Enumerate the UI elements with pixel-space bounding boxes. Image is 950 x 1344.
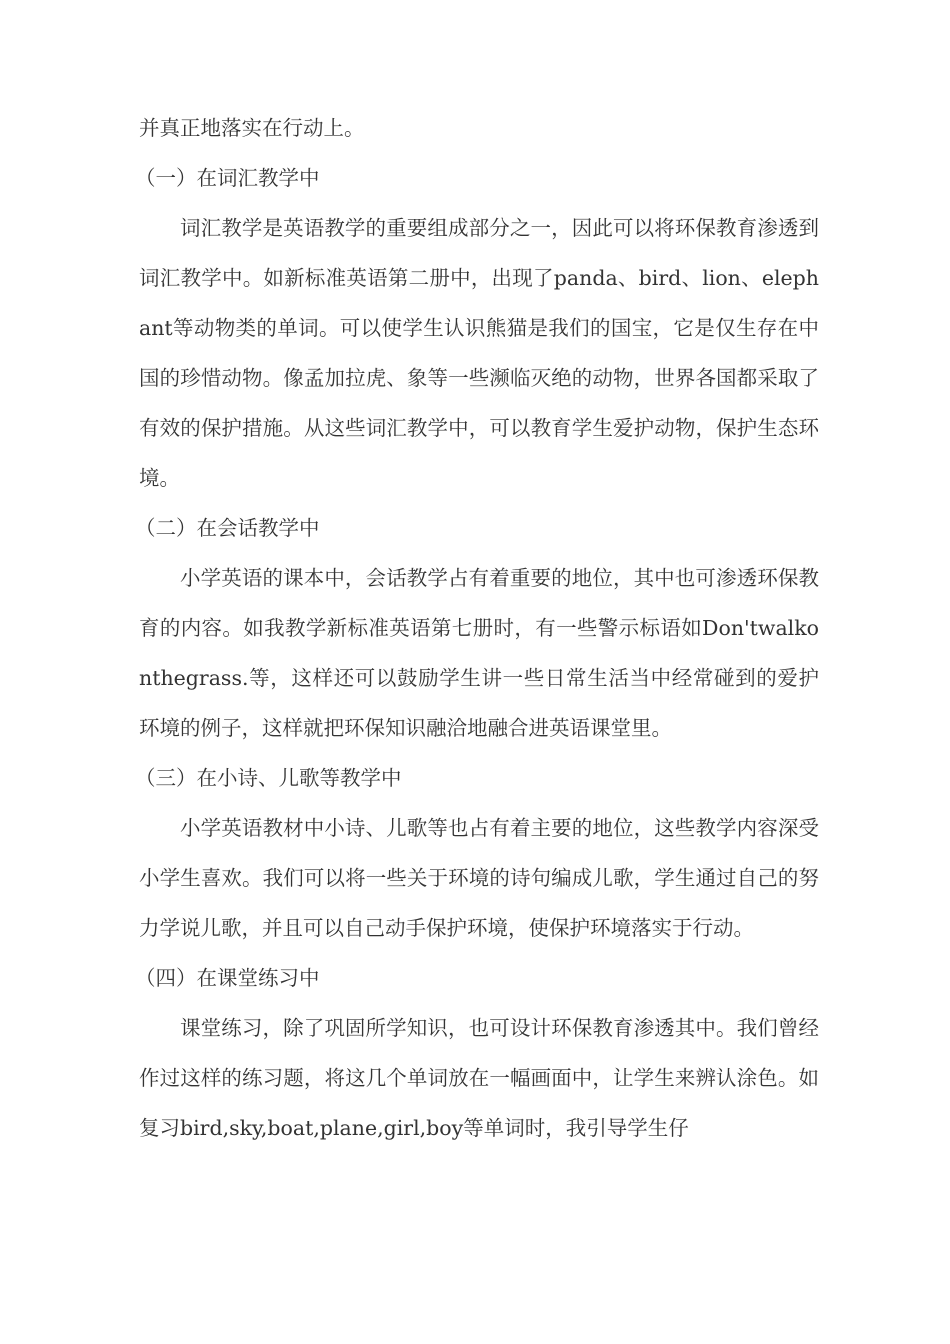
paragraph-exercises: 课堂练习，除了巩固所学知识，也可设计环保教育渗透其中。我们曾经作过这样的练习题，将这几个单词放在一幅画面中，让学生来辨认涂色。如复习bird,sky,boat,plane,girl,boy等单词时，我引导学生仔 bbox=[139, 1016, 819, 1140]
section-heading-exercises: （四）在课堂练习中 bbox=[135, 966, 320, 990]
section-heading-poems: （三）在小诗、儿歌等教学中 bbox=[135, 766, 402, 790]
section-heading-conversation: （二）在会话教学中 bbox=[135, 516, 320, 540]
section-heading-vocabulary: （一）在词汇教学中 bbox=[135, 166, 320, 190]
document-body bbox=[135, 103, 819, 1153]
paragraph-vocabulary: 词汇教学是英语教学的重要组成部分之一，因此可以将环保教育渗透到词汇教学中。如新标准英语第二册中，出现了panda、bird、lion、elephant等动物类的单词。可以使学生认识熊猫是我们的国宝，它是仅生存在中国的珍惜动物。像孟加拉虎、象等一些濒临灭绝的动物，世界各国都采取了有效的保护措施。从这些词汇教学中，可以教育学生爱护动物，保护生态环境。 bbox=[139, 216, 819, 490]
paragraph-conversation: 小学英语的课本中，会话教学占有着重要的地位，其中也可渗透环保教育的内容。如我教学新标准英语第七册时，有一些警示标语如Don'twalkonthegrass.等，这样还可以鼓励学生讲一些日常生活当中经常碰到的爱护环境的例子，这样就把环保知识融洽地融合进英语课堂里。 bbox=[139, 566, 819, 740]
paragraph-poems: 小学英语教材中小诗、儿歌等也占有着主要的地位，这些教学内容深受小学生喜欢。我们可以将一些关于环境的诗句编成儿歌，学生通过自己的努力学说儿歌，并且可以自己动手保护环境，使保护环境落实于行动。 bbox=[139, 816, 819, 940]
paragraph-continuation: 并真正地落实在行动上。 bbox=[139, 116, 365, 140]
